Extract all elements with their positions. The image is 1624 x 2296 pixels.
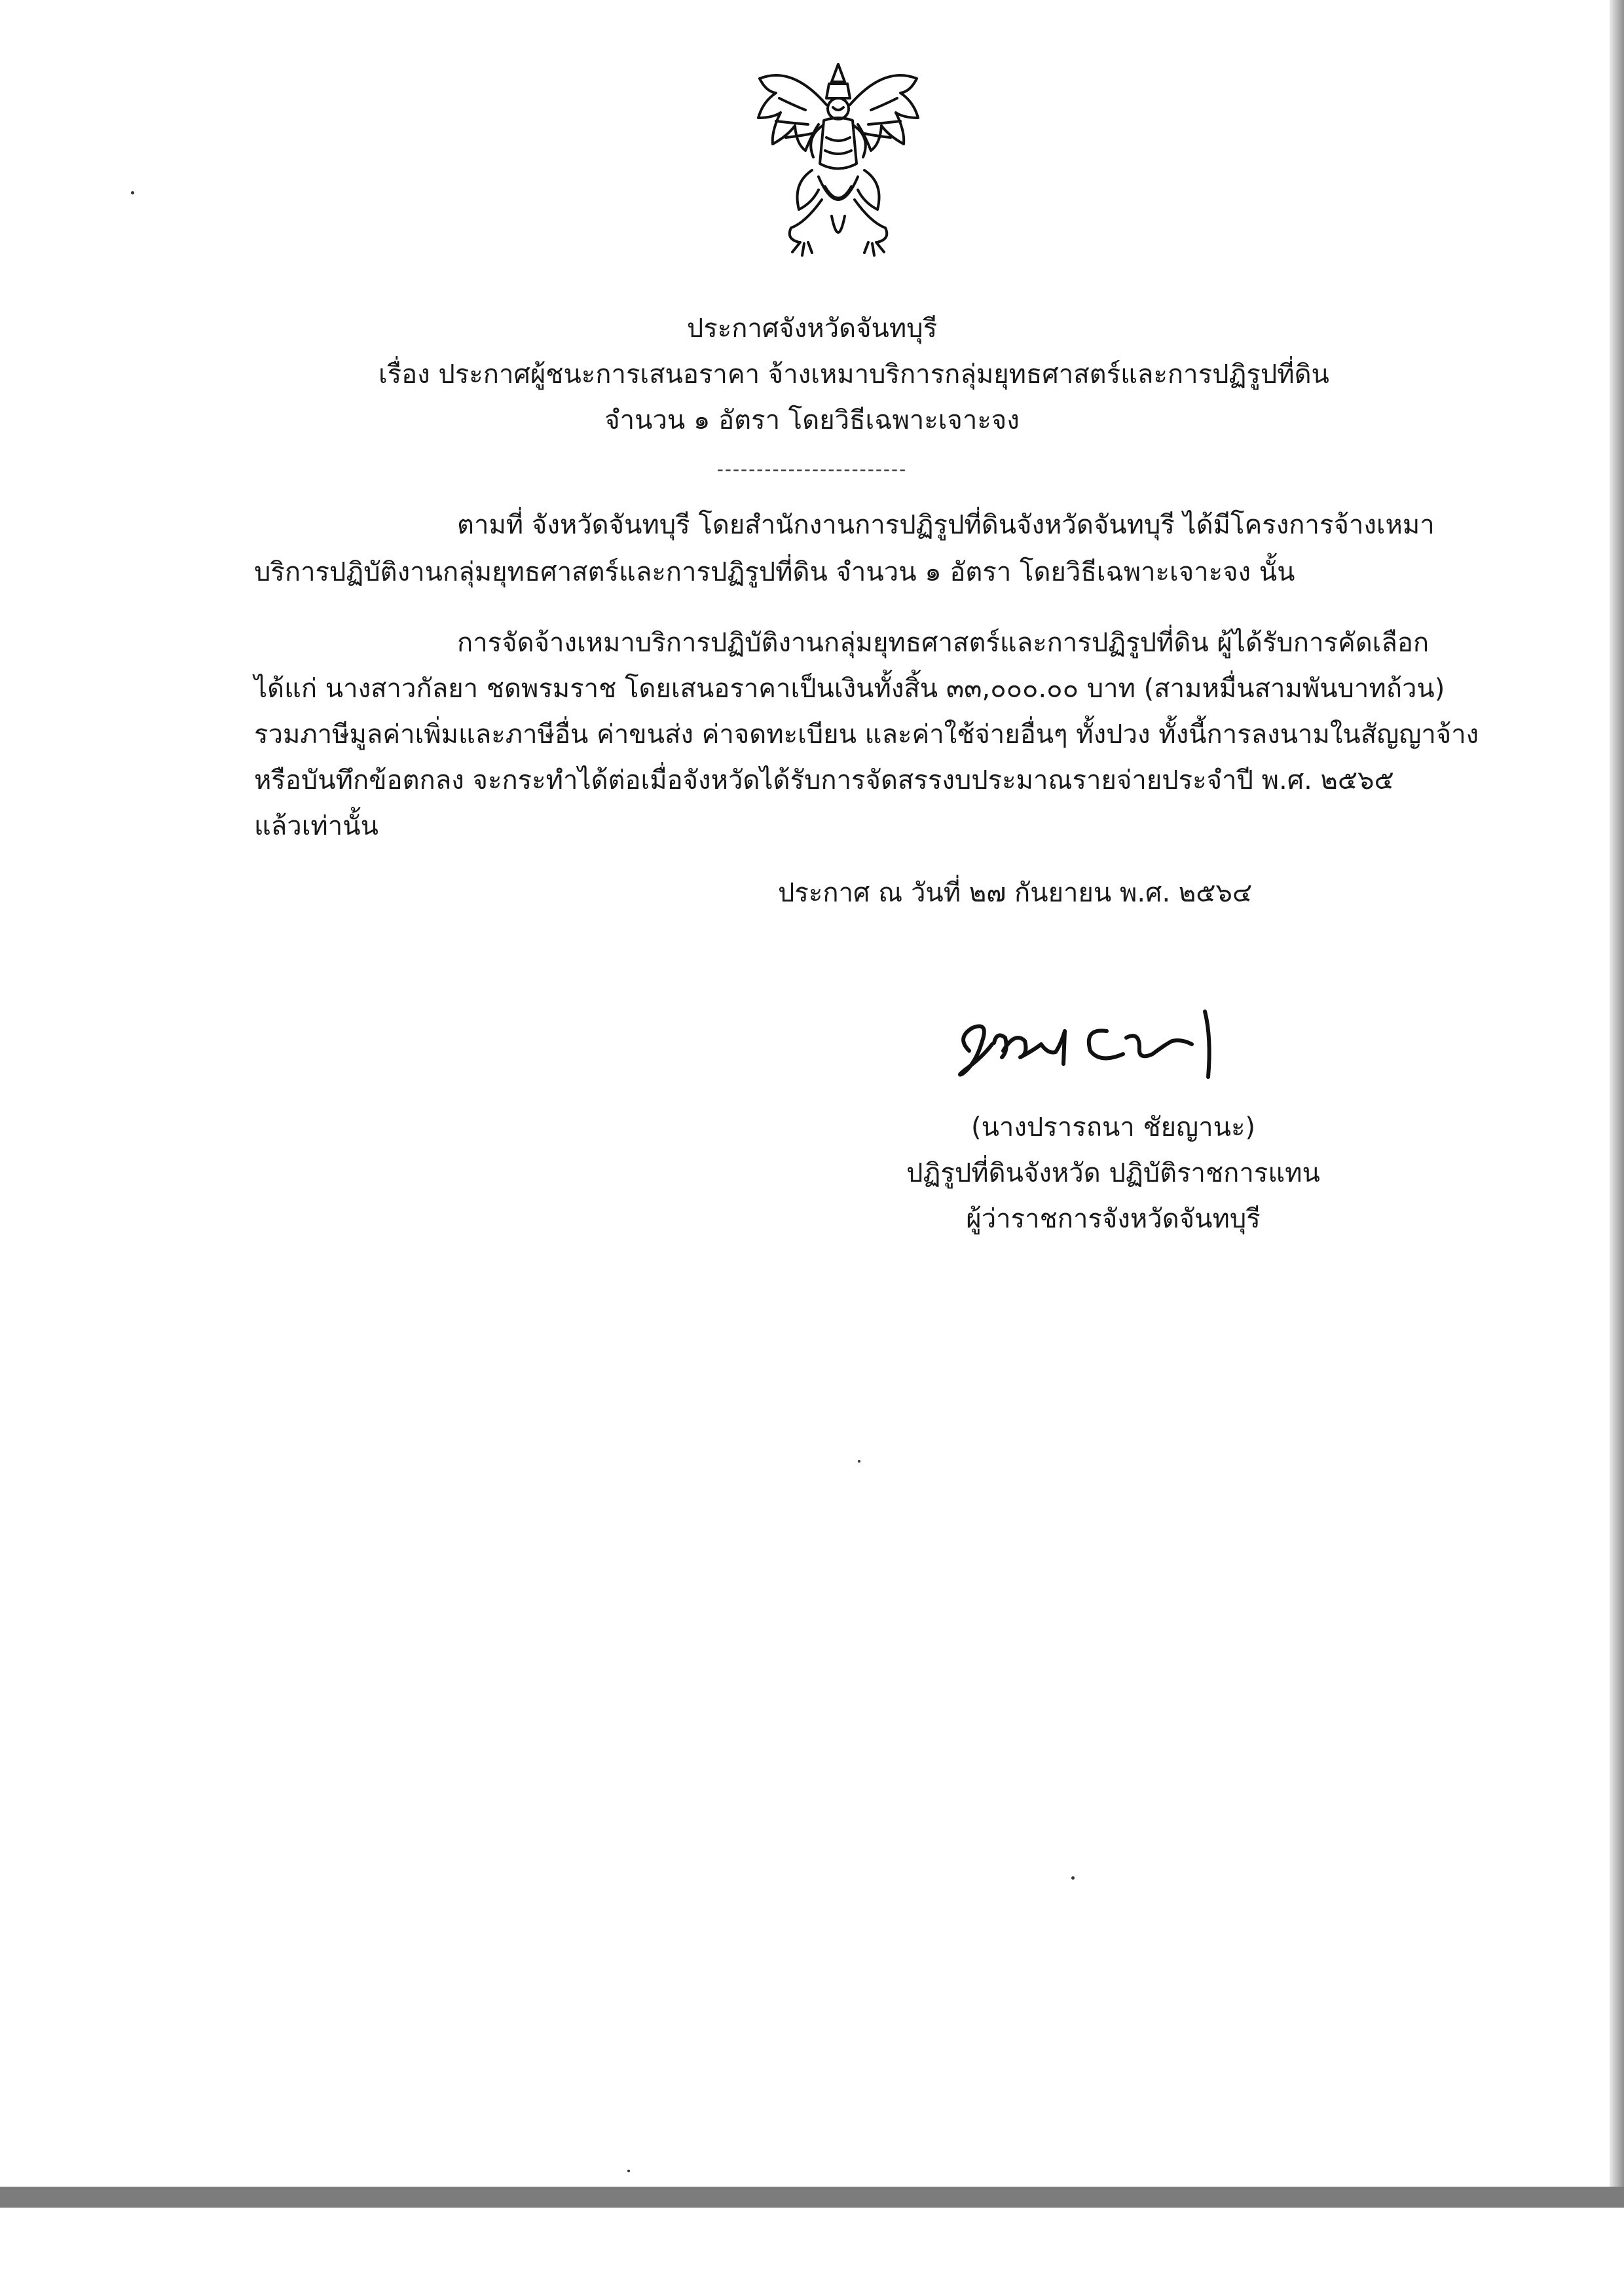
scan-speck xyxy=(627,2170,630,2172)
paragraph-1-line-1: ตามที่ จังหวัดจันทบุรี โดยสำนักงานการปฏิรูปที่ดินจังหวัดจันทบุรี ได้มีโครงการจ้างเหมา xyxy=(457,510,1435,540)
paragraph-2-line-2: ได้แก่ นางสาวกัลยา ชดพรมราช โดยเสนอราคาเป็นเงินทั้งสิ้น ๓๓,๐๐๐.๐๐ บาท (สามหมื่นสามพันบาทถ้วน) xyxy=(254,674,1445,704)
scan-edge-right xyxy=(1610,0,1624,2187)
paragraph-2-line-1: การจัดจ้างเหมาบริการปฏิบัติงานกลุ่มยุทธศาสตร์และการปฏิรูปที่ดิน ผู้ได้รับการคัดเลือก xyxy=(457,628,1430,658)
signatory-position-line-2: ผู้ว่าราชการจังหวัดจันทบุรี xyxy=(966,1204,1261,1234)
scan-speck xyxy=(858,1460,860,1463)
announcement-date: ประกาศ ณ วันที่ ๒๗ กันยายน พ.ศ. ๒๕๖๔ xyxy=(778,878,1253,908)
subject-line-1: เรื่อง ประกาศผู้ชนะการเสนอราคา จ้างเหมาบริการกลุ่มยุทธศาสตร์และการปฏิรูปที่ดิน xyxy=(378,359,1329,390)
announcement-title: ประกาศจังหวัดจันทบุรี xyxy=(686,314,938,344)
scan-speck xyxy=(1071,1876,1075,1880)
title-divider: ------------------------ xyxy=(716,458,908,480)
scan-speck xyxy=(131,191,134,194)
paragraph-2-line-3: รวมภาษีมูลค่าเพิ่มและภาษีอื่น ค่าขนส่ง ค่าจดทะเบียน และค่าใช้จ่ายอื่นๆ ทั้งปวง ทั้งนี้การลงนามในสัญญาจ้าง xyxy=(254,720,1479,750)
scan-margin-bottom xyxy=(0,2208,1624,2296)
signatory-name: (นางปรารถนา ชัยญานะ) xyxy=(970,1112,1256,1142)
paragraph-2-line-4: หรือบันทึกข้อตกลง จะกระทำได้ต่อเมื่อจังหวัดได้รับการจัดสรรงบประมาณรายจ่ายประจำปี พ.ศ. ๒๕๖๕ xyxy=(254,765,1394,795)
garuda-emblem-icon xyxy=(740,52,936,268)
subject-line-2: จำนวน ๑ อัตรา โดยวิธีเฉพาะเจาะจง xyxy=(604,405,1020,435)
paragraph-1-line-2: บริการปฏิบัติงานกลุ่มยุทธศาสตร์และการปฏิรูปที่ดิน จำนวน ๑ อัตรา โดยวิธีเฉพาะเจาะจง นั้น xyxy=(254,557,1295,587)
signatory-position-line-1: ปฏิรูปที่ดินจังหวัด ปฏิบัติราชการแทน xyxy=(906,1158,1320,1188)
handwritten-signature-icon xyxy=(943,992,1283,1084)
paragraph-2-line-5: แล้วเท่านั้น xyxy=(254,811,378,841)
scan-edge-bottom xyxy=(0,2187,1624,2208)
